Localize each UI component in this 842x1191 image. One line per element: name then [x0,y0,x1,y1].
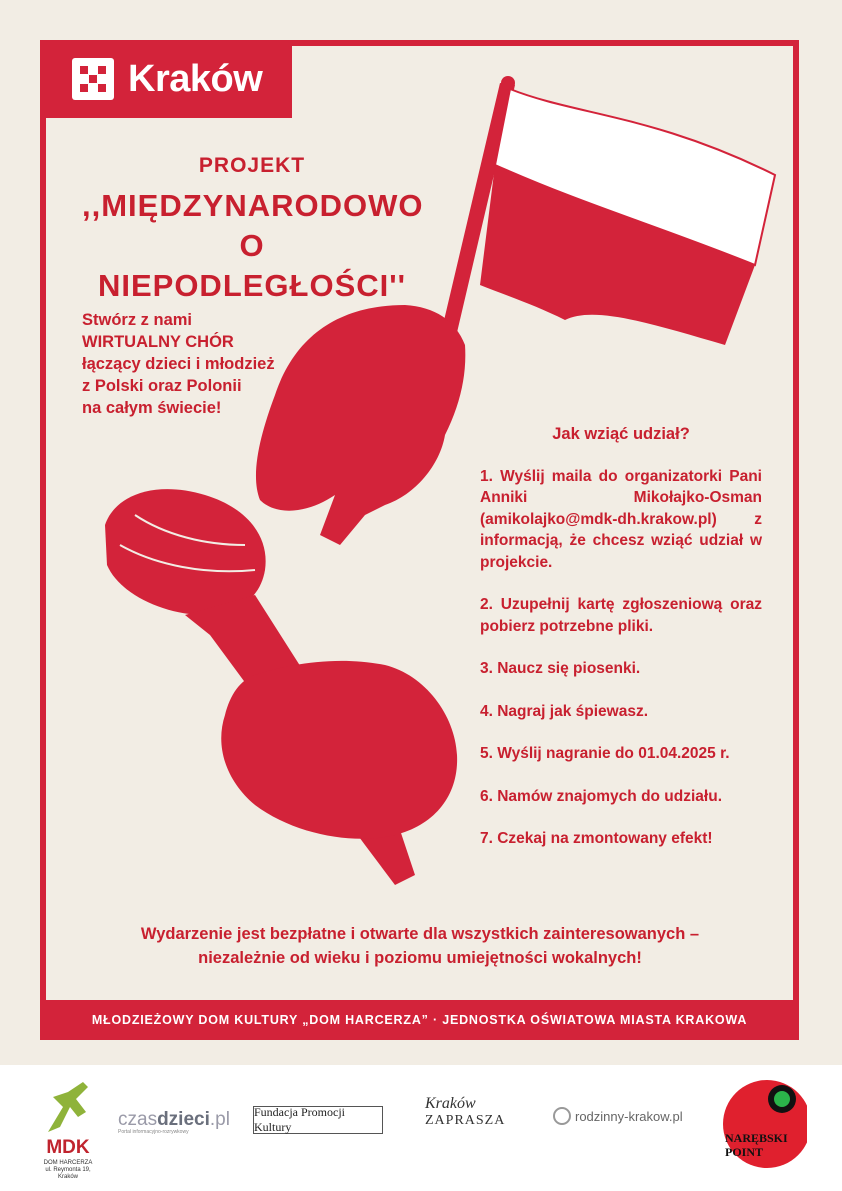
flag-pole-tip [501,76,515,90]
howto-step-7: 7. Czekaj na zmontowany efekt! [480,830,713,847]
mdk-subtext [38,1160,98,1181]
fundacja-logo [253,1106,383,1134]
krakow-zaprasza-logo [425,1095,505,1129]
czas-subtitle: Portal informacyjno-rozrywkowy [118,1129,189,1135]
event-note [70,922,770,970]
rodzinny-text: rodzinny-krakow.pl [575,1108,683,1124]
howto-heading: Jak wziąć udział? [552,425,690,443]
howto-step-5: 5. Wyślij nagranie do 01.04.2025 r. [480,745,730,762]
intro-line2: WIRTUALNY CHÓR [82,333,234,351]
logo-text: Kraków [128,57,263,100]
organizer-text: MŁODZIEŻOWY DOM KULTURY „DOM HARCERZA” · JEDNOSTKA OŚWIATOWA MIASTA KRAKOWA [91,1013,748,1027]
intro-text [82,309,302,419]
mdk-text: MDK [46,1137,90,1158]
narebski-line2: POINT [725,1145,764,1159]
kz-top: Kraków [425,1095,476,1112]
howto-step-4: 4. Nagraj jak śpiewasz. [480,702,649,720]
intro-line4: z Polski oraz Polonii [82,377,242,395]
mdk-figure-icon [38,1077,98,1137]
rodzinny-icon [553,1107,571,1125]
narebski-line1: NARĘBSKI [725,1131,788,1145]
rodzinny-krakow-logo [553,1107,683,1125]
narebski-text [725,1131,788,1159]
mdk-address: ul. Reymonta 19, Kraków [45,1167,91,1180]
howto-step-1: 1. Wyślij maila do organizatorki Pani Anniki Mikołajko-Osman (amikolajko@mdk-dh.krakow.pl) z informacją, że chcesz wziąć udział w projekcie. [480,467,762,571]
intro-line1: Stwórz z nami [82,311,193,329]
project-heading [82,154,422,306]
mdk-logo [38,1077,98,1179]
czas-suffix: .pl [209,1109,230,1130]
how-to-participate [480,424,762,871]
project-title [82,186,422,306]
project-title-line1: ,,MIĘDZYNARODOWO [82,188,424,223]
kz-bottom: ZAPRASZA [425,1113,506,1128]
howto-step-2: 2. Uzupełnij kartę zgłoszeniową oraz pobierz potrzebne pliki. [480,596,762,635]
howto-step-6: 6. Namów znajomych do udziału. [480,787,723,805]
project-label: PROJEKT [198,154,306,177]
intro-line5: na całym świecie! [82,399,222,417]
mdk-subtitle: DOM HARCERZA [43,1160,93,1166]
project-title-line2: O NIEPODLEGŁOŚCI'' [97,228,407,303]
narebski-point-logo [722,1079,807,1169]
lower-hand [221,661,457,839]
event-note-line2: niezależnie od wieku i poziomu umiejętności wokalnych! [198,949,642,967]
organizer-bar [40,1000,799,1040]
event-note-line1: Wydarzenie jest bezpłatne i otwarte dla wszystkich zainteresowanych – [140,925,700,943]
czas-prefix: czas [118,1109,158,1130]
sponsor-strip [0,1065,842,1191]
fundacja-text: Fundacja Promocji Kultury [254,1105,345,1134]
czasdzieci-logo [118,1109,230,1135]
intro-line3: łączący dzieci i młodzież [82,355,275,373]
howto-step-3: 3. Naucz się piosenki. [480,660,641,677]
microphone-head [105,489,266,615]
czas-main: dzieci [157,1109,210,1130]
